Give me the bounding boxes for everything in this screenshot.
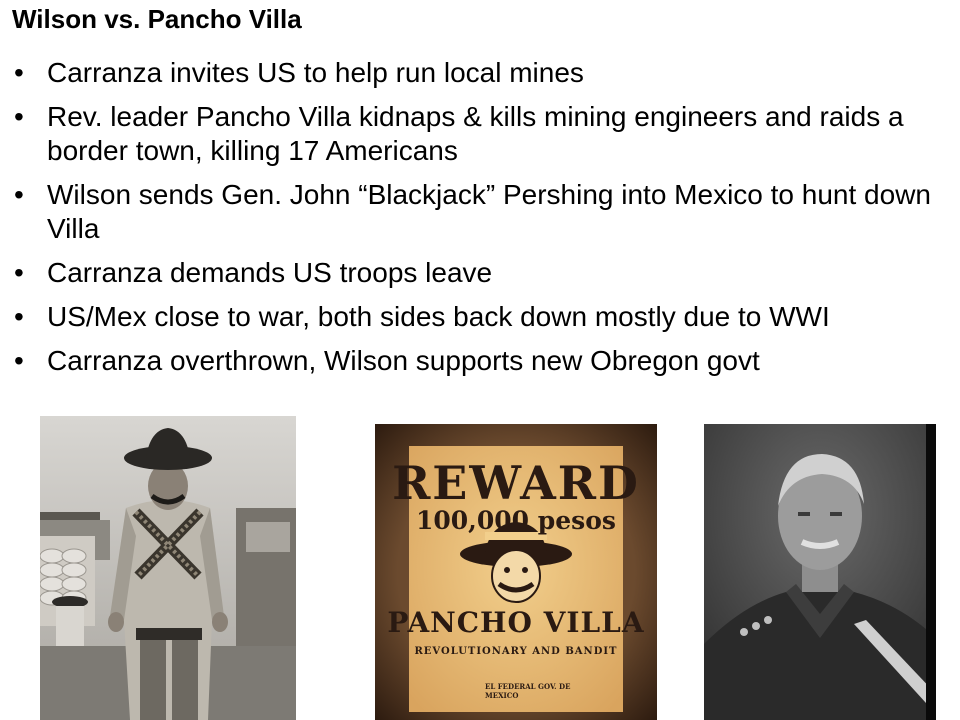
poster-subtitle: REVOLUTIONARY AND BANDIT (414, 646, 618, 657)
bullet-glyph: • (14, 345, 24, 376)
pershing-portrait (704, 424, 936, 720)
bullet-text: Wilson sends Gen. John “Blackjack” Pershing into Mexico to hunt down Villa (47, 179, 931, 244)
poster-amount: 100,000 pesos (416, 506, 616, 535)
bullet-text: Carranza overthrown, Wilson supports new Obregon govt (47, 345, 760, 376)
bullet-text: Carranza demands US troops leave (47, 257, 493, 288)
bullet-list (14, 56, 954, 388)
poster-name: PANCHO VILLA (387, 606, 645, 639)
bullet-glyph: • (14, 57, 24, 88)
bullet-item (14, 100, 954, 168)
bullet-glyph: • (14, 101, 24, 132)
bullet-text: US/Mex close to war, both sides back down mostly due to WWI (47, 301, 830, 332)
bullet-item (14, 344, 954, 378)
bullet-glyph: • (14, 179, 24, 210)
photo-border (926, 424, 936, 720)
slide-title: Wilson vs. Pancho Villa (12, 4, 302, 34)
bullet-item (14, 256, 954, 290)
bullet-item (14, 178, 954, 246)
bullet-glyph: • (14, 257, 24, 288)
bullet-item (14, 300, 954, 334)
pancho-villa-photo (40, 416, 296, 720)
reward-poster (375, 424, 657, 720)
bullet-text: Carranza invites US to help run local mines (47, 57, 584, 88)
poster-footer: EL FEDERAL GOV. DE MEXICO (485, 682, 571, 700)
bullet-glyph: • (14, 301, 24, 332)
bullet-item (14, 56, 954, 90)
poster-heading: REWARD (392, 456, 640, 510)
bullet-text: Rev. leader Pancho Villa kidnaps & kills mining engineers and raids a border town, killing 17 Americans (47, 101, 904, 166)
